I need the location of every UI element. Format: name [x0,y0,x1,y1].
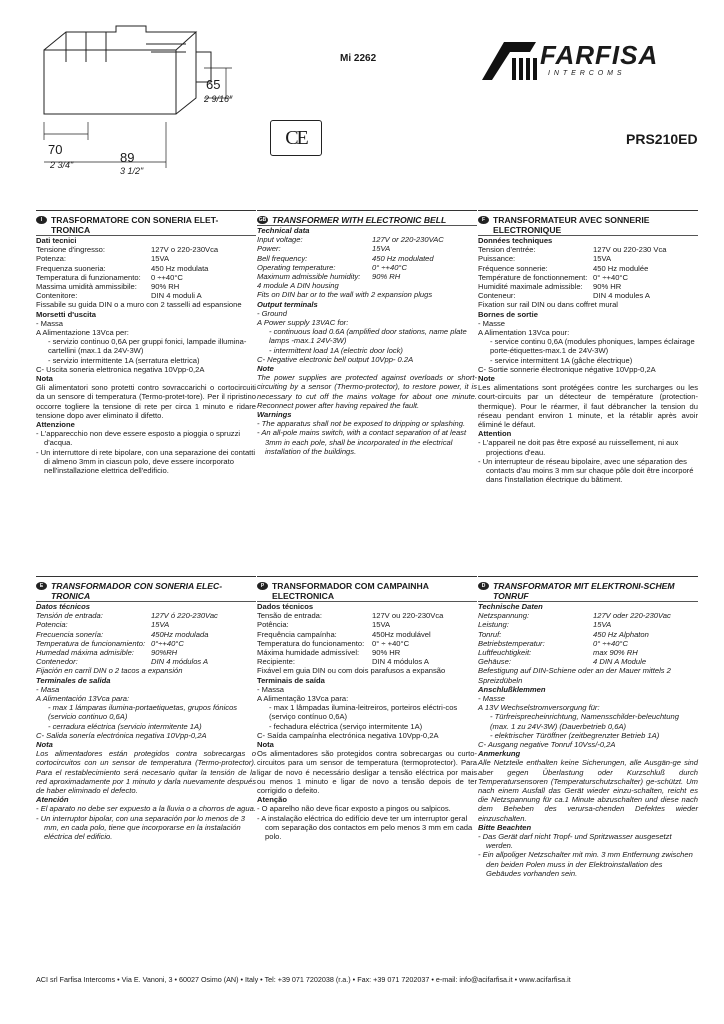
section-d [478,576,698,878]
spec-value: 127V o 220-230Vca [151,245,219,255]
spec-row [36,657,256,666]
spec-label: Humedad máxima admisible: [36,648,134,658]
terminals-title: Terminais de saída [257,675,325,685]
spec-value: 450Hz modulada [151,629,209,639]
spec-row [478,291,698,300]
warning-item: - Das Gerät darf nicht Tropf- und Spritzwasser ausgesetzt werden. [478,832,672,851]
warning-item: - The apparatus shall not be exposed to dripping or splashing. [257,419,466,429]
warning-title: Warnings [257,410,292,420]
warning-item: - Ein allpoliger Netzschalter mit min. 3 mm Entfernung zwischen den beiden Polen muss in der Elektroinstallation des Gebäudes vorhanden sein. [478,850,693,878]
terminal-item: A 13V Wechselstromversorgung für: [478,703,600,713]
spec-value: 0° ÷+40°C [593,638,628,648]
spec-label: Bell frequency: [257,253,308,263]
warning-item: - An all-pole mains switch, with a contact separation of at least 3mm in each pole, shall be incorporated in the electrical installation of the buildings. [257,428,467,456]
spec-row [257,263,477,272]
dim-width-mm: 89 [120,150,135,165]
note-title: Nota [257,740,274,750]
section-i [36,210,256,475]
terminals-title: Morsetti d'uscita [36,309,97,319]
spec-row [257,254,477,263]
section-header [257,210,477,225]
spec-value: 127V ou 220-230Vca [372,611,444,621]
terminal-item: - cerradura eléctrica (servicio intermitente 1A) [48,721,202,731]
spec-value: 90% HR [593,282,622,292]
spec-label: Potencia: [36,620,68,630]
terminal-item: - Masse [478,318,506,328]
terminals-title: Terminales de salida [36,675,111,685]
note-text: Alle Netzteile enthalten keine Sicherungen, alle Ausgän-ge sind aber gegen Überlastung oder Kurzschluß durch Temperatursensoren (Temperaturschutzschalter) ge-schützt. Um nach einem Ausfall das Gerät wieder einzu-schalten, reicht es die Netzspannung für ca.1 Minute abzuschalten und diese nach dem Beheben des verursa-chenden Defektes wieder einzuschalten. [478,758,698,823]
note-title: Nota [36,740,53,750]
section-title: TRASFORMATORE CON SONERIA ELET-TRONICA [51,215,219,235]
terminal-item: A Alimentation 13Vca pour: [478,328,570,338]
language-badge: P [257,582,268,590]
note-text: The power supplies are protected against overloads or short-circuiting by a sensor (Thermo-protector), to restore power, it is necessary to cut off the mains voltage for about one minute. Reconnect power after having repaired the fault. [257,373,477,410]
model-number: Mi 2262 [340,53,377,64]
spec-value: 0° ÷+40°C [593,272,628,282]
spec-value: DIN 4 moduli A [151,291,202,301]
spec-label: Operating temperature: [257,262,336,272]
spec-label: Recipiente: [257,657,295,667]
spec-label: Contenitore: [36,291,78,301]
terminal-item: C- Negative electronic bell output 10Vpp- 0.2A [257,354,414,364]
spec-label: Massima umidità ammissibile: [36,282,137,292]
terminal-item: C- Saída campaínha electrónica negativa 10Vpp-0,2A [257,730,439,740]
ce-mark-text: CE [285,126,307,149]
spec-row [257,244,477,253]
spec-label: Temperatura de funcionamiento: [36,638,146,648]
dim-depth-in: 2 3/4" [50,160,74,170]
mounting-info: Befestigung auf DIN-Schiene oder an der Mauer mittels 2 Spreizdübeln [478,666,671,685]
language-badge: F [478,216,489,224]
mounting-info: Fijación en carril DIN o 2 tacos a expansión [36,666,183,676]
spec-value: 15VA [593,620,612,630]
spec-value: 450 Hz modulated [372,253,434,263]
spec-row [36,611,256,620]
terminal-item: - continuous load 0.6A (amplified door stations, name plate lamps -max.1 24V-3W) [269,327,467,346]
note-title: Anmerkung [478,749,521,759]
spec-label: Power: [257,244,281,254]
dim-depth-mm: 70 [48,142,63,157]
spec-label: Temperatura di funzionamento: [36,272,141,282]
spec-row [36,282,256,291]
spec-value: 127V ou 220-230 Vca [593,245,667,255]
section-title: TRANSFORMATOR MIT ELEKTRONI-SCHEM TONRUF [493,581,675,601]
section-header [36,210,256,235]
spec-row [36,254,256,263]
note-title: Note [257,364,274,374]
spec-row [36,245,256,254]
spec-row [36,648,256,657]
spec-label: Frequência campaínha: [257,629,337,639]
spec-value: 450Hz modulável [372,629,431,639]
spec-row [36,264,256,273]
warning-item: - A instalação eléctrica do edifício deve ter um interruptor geral com separação dos contactos em pelo menos 3 mm em cada polo. [257,813,473,842]
spec-label: Leistung: [478,620,509,630]
spec-value: max 90% RH [593,648,638,658]
spec-row [478,648,698,657]
terminal-item: - servizio continuo 0,6A per gruppi fonici, lampade illumina-cartellini (max.1 da 24V-3W) [48,337,247,356]
warning-title: Attenzione [36,420,75,430]
spec-label: Tensión de entrada: [36,611,103,621]
spec-row [257,639,477,648]
spec-value: 127V ó 220-230Vac [151,611,218,621]
spec-value: 4 DIN A Module [593,657,647,667]
spec-label: Tensão de entrada: [257,611,323,621]
footer-company-info: ACI srl Farfisa Intercoms • Via E. Vanoni, 3 • 60027 Osimo (AN) • Italy • Tel: +39 071 7202038 (r.a.) • Fax: +39 071 7202037 • e-mail: info@acifarfisa.it • www.acifarfisa.it [36,975,571,984]
terminal-item: - service continu 0,6A (modules phoniques, lampes éclairage porte-étiquettes-max.1 de 24V-3W) [490,337,695,356]
dim-height-in: 2 9/16" [204,94,233,104]
spec-row [478,254,698,263]
spec-value: 90% RH [372,272,401,282]
terminal-item: - Massa [36,318,64,328]
spec-row [478,264,698,273]
spec-value: 450 Hz Alphaton [593,629,649,639]
section-title: TRANSFORMER WITH ELECTRONIC BELL [272,215,447,225]
terminal-item: - servizio intermittente 1A (serratura elettrica) [48,355,200,365]
spec-label: Température de fonctionnement: [478,272,588,282]
note-text: Los alimentadores están protegidos contra sobrecargas o cortocircuitos con un sensor de temperatura (Termo-protector). Para el restablecimiento será necesario quitar la tensión de la red aproximadamente por 1 minuto y darla nuevamente después de haber eliminado el defecto. [36,749,256,796]
terminal-item: - Ground [257,308,287,318]
language-badge: GB [258,217,267,223]
spec-label: Potência: [257,620,289,630]
terminals-title: Anschlußklemmen [478,684,546,694]
warning-item: - Un interruttore di rete bipolare, con una separazione dei contatti di almeno 3mm in ciascun polo, deve essere incorporato nell'installazione elettrica dell'edificio. [36,447,256,476]
note-title: Nota [36,374,53,384]
terminal-item: - Masa [36,684,60,694]
spec-row [36,620,256,629]
spec-label: Tonruf: [478,629,502,639]
section-title: TRANSFORMADOR CON SONERIA ELEC-TRONICA [51,581,223,601]
section-title: TRANSFORMATEUR AVEC SONNERIE ELECTRONIQUE [493,215,650,235]
spec-row [36,639,256,648]
spec-label: Netzspannung: [478,611,530,621]
spec-value: 0 ÷+40°C [151,272,183,282]
terminal-item: A Alimentazione 13Vca per: [36,328,129,338]
spec-value: 90% RH [151,282,180,292]
spec-label: Conteneur: [478,291,516,301]
spec-label: Puissance: [478,254,516,264]
mounting-info: 4 module A DIN housing Fits on DIN bar or to the wall with 2 expansion plugs [257,281,433,300]
spec-label: Humidité maximale admissible: [478,282,583,292]
warning-item: - O aparelho não deve ficar exposto a pingos ou salpicos. [257,804,451,814]
spec-label: Input voltage: [257,235,303,245]
terminal-item: C- Uscita soneria elettronica negativa 10Vpp-0,2A [36,364,205,374]
section-title: TRANSFORMADOR COM CAMPAINHA ELECTRONICA [272,581,429,601]
warning-title: Atención [36,795,69,805]
section-e [36,576,256,841]
spec-row [36,273,256,282]
product-code: PRS210ED [626,131,698,147]
terminals-title: Output terminals [257,299,318,309]
note-text: Les alimentations sont protégées contre les surcharges ou les court-circuits par un détecteur de température (protection-thermique). Pour le réarmer, il faut débrancher la tension du réseau pendant environ 1 minute, et la rétablir après avoir éliminé le défaut. [478,383,698,430]
warning-item: - El aparato no debe ser expuesto a la lluvia o a chorros de agua. [36,804,256,814]
spec-label: Potenza: [36,254,66,264]
terminal-item: - service intermittent 1A (gâche électrique) [490,355,633,365]
spec-label: Tension d'entrée: [478,245,536,255]
note-text: Os alimentadores são protegidos contra sobrecargas ou curto-circuitos para um sensor de temperatura (termoprotector). Para ligar de novo é necessário desligar a tensão eléctrica por mais ou menos 1 minuto e ligar de novo a tensão depois de ter corrigido o defeito. [257,749,477,796]
section-gb [257,210,477,456]
spec-value: 127V or 220-230VAC [372,235,444,245]
spec-label: Tensione d'ingresso: [36,245,105,255]
spec-row [478,639,698,648]
terminal-item: C- Ausgang negative Tonruf 10Vss/-0,2A [478,740,616,750]
spec-row [478,282,698,291]
section-header [36,576,256,601]
spec-value: 0° ÷ +40°C [372,638,410,648]
spec-value: 15VA [593,254,612,264]
spec-label: Contenedor: [36,657,78,667]
section-p [257,576,477,841]
brand-subtitle: I N T E R C O M S [548,70,623,77]
spec-value: DIN 4 modules A [593,291,650,301]
spec-label: Frecuencia sonería: [36,629,104,639]
spec-value: 15VA [151,254,170,264]
terminal-item: A Alimentación 13Vca para: [36,694,130,704]
tech-data-title: Dati tecnici [36,236,77,245]
spec-value: 450 Hz modulata [151,263,209,273]
brand-name: FARFISA [540,40,659,70]
dim-width-in: 3 1/2" [120,166,144,176]
mounting-info: Fixável em guia DIN ou com dois parafusos a expansão [257,666,446,676]
terminal-item: A Alimentação 13Vca para: [257,694,349,704]
spec-row [36,291,256,300]
spec-row [257,657,477,666]
warning-item: - L'apparecchio non deve essere esposto a pioggia o spruzzi d'acqua. [36,429,241,448]
spec-value: DIN 4 módulos A [372,657,429,667]
spec-row [478,245,698,254]
tech-data-title: Dados técnicos [257,602,314,611]
spec-label: Betriebstemperatur: [478,638,545,648]
spec-label: Gehäuse: [478,657,511,667]
spec-value: 15VA [372,244,391,254]
warning-title: Atenção [257,795,287,805]
warning-item: - Un interruptor bipolar, con una separación por lo menos de 3 mm, en cada polo, tiene que incorporarse en la instalación eléctrica del edificio. [36,813,245,842]
terminal-item: C- Sortie sonnerie électronique négative 10Vpp-0,2A [478,364,656,374]
section-header [478,576,698,601]
warning-item: - L'appareil ne doit pas être exposé au ruissellement, ni aux projections d'eau. [478,438,679,457]
spec-value: 15VA [151,620,170,630]
spec-row [478,273,698,282]
spec-label: Frequenza suoneria: [36,263,106,273]
farfisa-logo-icon [478,36,538,84]
dim-height-mm: 65 [206,77,221,92]
mounting-info: Fissabile su guida DIN o a muro con 2 tasselli ad espansione [36,300,242,310]
warning-title: Bitte Beachten [478,822,532,832]
terminal-item: - Türfreisprecheinrichtung, Namensschilder-beleuchtung (max. 1 zu 24V-3W) (Dauerbetrieb 0,6A) [490,712,679,731]
spec-value: 0°÷+40°C [151,638,184,648]
spec-value: 450 Hz modulée [593,263,649,273]
tech-data-title: Données techniques [478,236,553,245]
language-badge: D [478,582,489,590]
spec-row [478,620,698,629]
spec-value: 127V oder 220-230Vac [593,611,671,621]
spec-row [478,611,698,620]
terminal-item: - fechadura eléctrica (serviço intermitente 1A) [269,721,423,731]
warning-item: - Un interrupteur de réseau bipolaire, avec une séparation des contacts d'au moins 3 mm sur chaque pôle doit être incorporé dans l'installation électrique du bâtiment. [478,456,694,485]
terminal-item: - elektrischer Türöffner (zeitbegrenzter Betrieb 1A) [490,730,660,740]
tech-data-title: Technische Daten [478,602,543,611]
section-f [478,210,698,484]
spec-value: 15VA [372,620,391,630]
spec-value: 90%RH [151,648,178,658]
spec-value: DIN 4 módulos A [151,657,209,667]
spec-row [257,620,477,629]
language-badge: I [36,216,47,224]
terminal-item: - Massa [257,684,285,694]
mounting-info: Fixation sur rail DIN ou dans coffret mural [478,300,618,310]
terminal-item: - max 1 lâmpadas ilumina-leitreiros, porteiros eléctri-cos (serviço contínuo 0,6A) [269,703,458,722]
spec-value: 90% HR [372,648,401,658]
section-header [257,576,477,601]
terminal-item: - intermittent load 1A (electric door lock) [269,345,403,355]
terminals-title: Bornes de sortie [478,309,538,319]
language-badge: E [36,582,47,590]
spec-label: Máxima humidade admissível: [257,648,360,658]
spec-row [257,611,477,620]
spec-row [257,272,477,281]
terminal-item: - max 1 lámparas ilumina-portaetiquetas, grupos fónicos (servicio continuo 0,6A) [48,703,238,722]
warning-title: Attention [478,429,512,439]
terminal-item: C- Salida sonería electrónica negativa 10Vpp-0,2A [36,730,207,740]
spec-label: Maximum admissible humidity: [257,272,361,282]
spec-row [257,235,477,244]
spec-row [478,657,698,666]
spec-label: Fréquence sonnerie: [478,263,548,273]
terminal-item: - Masse [478,694,506,704]
ce-mark [270,120,322,156]
note-title: Note [478,374,495,384]
spec-value: 0° ÷+40°C [372,262,407,272]
terminal-item: A Power supply 13VAC for: [257,318,349,328]
tech-data-title: Technical data [257,226,310,235]
note-text: Gli alimentatori sono protetti contro sovraccarichi o cortocircuiti da un sensore di temperatura (Termo-protet-tore). Per il ripristino occorre togliere la tensione di rete per circa 1 minuto e ridare tensione dopo aver eliminato il difetto. [36,383,256,420]
spec-row [36,630,256,639]
spec-label: Temperatura do funcionamento: [257,638,365,648]
tech-data-title: Datos técnicos [36,602,91,611]
spec-row [478,630,698,639]
section-header [478,210,698,235]
spec-row [257,630,477,639]
spec-label: Luftfeuchtigkeit: [478,648,532,658]
spec-row [257,648,477,657]
